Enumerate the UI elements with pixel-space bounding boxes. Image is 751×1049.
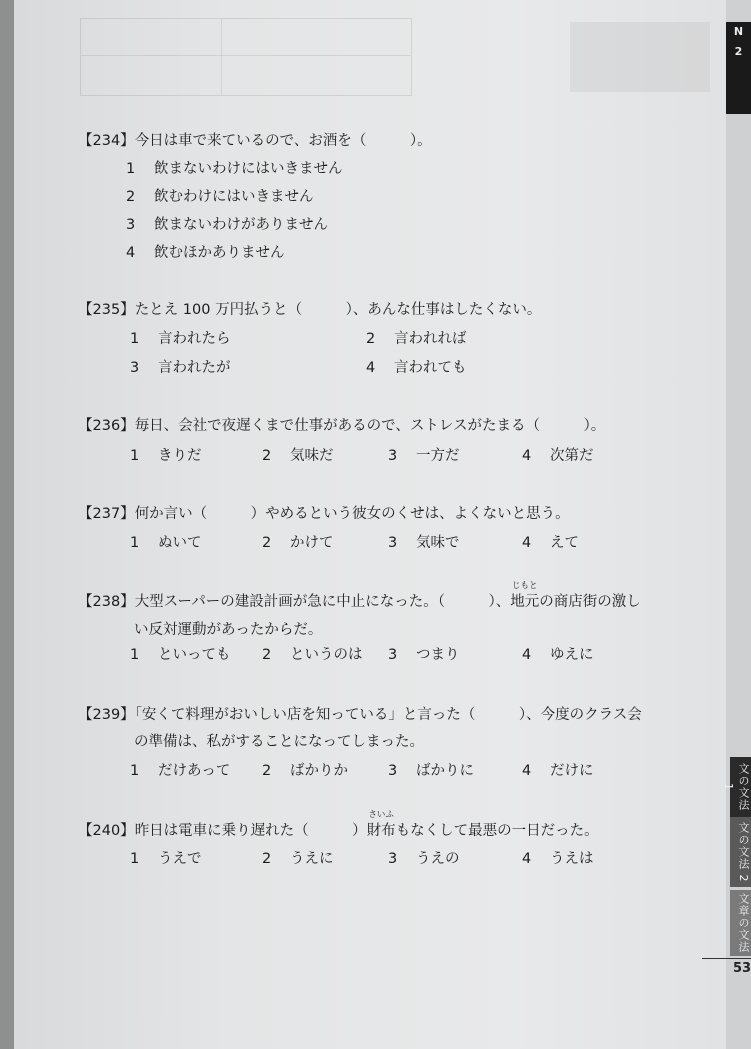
option-label: 気味だ [290,448,334,464]
ruby-word [366,810,396,841]
option [388,761,474,781]
option-label: うえに [290,851,334,867]
question-239 [78,705,642,725]
option-number: 4 [366,360,376,376]
option-label: 言われれば [394,331,467,347]
option [262,645,363,665]
level-tab-line1: N [733,25,744,38]
option [130,761,230,781]
page-number-rule [702,958,751,959]
option-label: きりだ [158,448,202,464]
question-text: 「安くて料理がおいしい店を知っている」と言った（ ）、今度のクラス会 [134,707,642,723]
option-number: 2 [262,535,272,551]
question-238 [78,581,641,612]
question-235 [78,300,541,320]
option [522,645,594,665]
option-label: というのは [290,647,363,663]
question-text-cont: もなくして最悪の一日だった。 [395,823,599,839]
option [388,533,460,553]
option-label: ばかりに [416,763,474,779]
option-number: 1 [130,331,140,347]
option-label: かけて [290,535,334,551]
furigana: じもと [511,581,538,591]
option-label: だけに [550,763,594,779]
option-number: 2 [126,189,136,205]
option [522,849,594,869]
option-label: 言われても [394,360,467,376]
option-number: 2 [262,763,272,779]
option-label: だけあって [158,763,231,779]
option-number: 3 [388,535,398,551]
option-number: 1 [130,448,140,464]
option-number: 4 [522,851,532,867]
question-number: 【235】 [78,302,135,318]
question-number: 【237】 [78,506,135,522]
option [130,533,202,553]
question-237 [78,504,570,524]
option-label: といっても [158,647,231,663]
option-label: 飲むわけにはいきません [154,189,314,205]
option-number: 1 [130,763,140,779]
question-text-line2: い反対運動があったからだ。 [134,622,323,638]
option-number: 2 [262,851,272,867]
option-number: 4 [522,535,532,551]
option [522,446,594,466]
level-tab [726,22,751,114]
question-text: 毎日、会社で夜遅くまで仕事があるので、ストレスがたまる（ ）。 [134,418,606,434]
bleed-through-table [80,18,412,96]
question-text: たとえ 100 万円払うと（ ）、あんな仕事はしたくない。 [134,302,542,318]
option-number: 1 [126,161,136,177]
option [366,329,467,349]
option-label: つまり [416,647,460,663]
question-number: 【238】 [78,594,135,610]
option-number: 4 [126,245,136,261]
option [126,159,343,179]
page-number: 53 [733,961,751,976]
bleed-through-block [570,22,710,92]
option-label: 言われたら [158,331,231,347]
option-label: 一方だ [416,448,460,464]
option [388,446,460,466]
question-number: 【239】 [78,707,135,723]
option-label: ばかりか [290,763,348,779]
question-text: 今日は車で来ているので、お酒を（ ）。 [134,133,432,149]
option [130,446,202,466]
question-number: 【236】 [78,418,135,434]
option-label: 飲まないわけにはいきません [154,161,343,177]
option [388,645,460,665]
book-page [14,0,726,1049]
option-number: 4 [522,448,532,464]
option-number: 1 [130,535,140,551]
furigana: さいふ [368,810,394,820]
option [522,761,594,781]
level-tab-line2: 2 [734,45,743,58]
question-text: 何か言い（ ）やめるという彼女のくせは、よくないと思う。 [134,506,570,522]
question-text: 昨日は電車に乗り遅れた（ ） [134,823,367,839]
ruby-base: 財布 [366,823,396,839]
option-label: うえで [158,851,202,867]
option [130,849,202,869]
option [126,243,285,263]
option-number: 2 [262,448,272,464]
option-number: 2 [262,647,272,663]
question-240 [78,810,599,841]
option-label: 気味で [416,535,460,551]
option [262,446,334,466]
question-number: 【240】 [78,823,135,839]
option-label: うえは [550,851,594,867]
option-label: ぬいて [158,535,202,551]
option [262,533,334,553]
option [262,849,334,869]
question-text-cont: の商店街の激し [539,594,641,610]
option [130,358,231,378]
side-tab-text-grammar: 文章の文法 [730,890,751,956]
question-236 [78,416,605,436]
option [130,645,231,665]
side-tab-sentence-grammar-2: 文の文法 2 [730,817,751,887]
option-label: 飲むほかありません [154,245,285,261]
question-text: 大型スーパーの建設計画が急に中止になった。（ ）、 [134,594,511,610]
ruby-word [510,581,540,612]
option [126,187,314,207]
option-label: えて [550,535,579,551]
option-number: 3 [388,448,398,464]
option-label: 飲まないわけがありません [154,217,328,233]
option [522,533,579,553]
option-number: 3 [388,851,398,867]
option-number: 1 [130,647,140,663]
option-label: うえの [416,851,460,867]
question-number: 【234】 [78,133,135,149]
option [130,329,231,349]
option-number: 1 [130,851,140,867]
option-label: 次第だ [550,448,594,464]
ruby-base: 地元 [510,594,540,610]
option-number: 3 [388,763,398,779]
question-234 [78,131,432,151]
option-number: 2 [366,331,376,347]
option [388,849,460,869]
question-text-line2: の準備は、私がすることになってしまった。 [134,734,424,750]
option-label: ゆえに [550,647,594,663]
option [126,215,328,235]
option-number: 3 [388,647,398,663]
option-number: 4 [522,647,532,663]
option [262,761,348,781]
side-tab-sentence-grammar-1: 文の文法 1 [730,757,751,817]
option-number: 3 [126,217,136,233]
option [366,358,467,378]
option-label: 言われたが [158,360,231,376]
option-number: 4 [522,763,532,779]
option-number: 3 [130,360,140,376]
